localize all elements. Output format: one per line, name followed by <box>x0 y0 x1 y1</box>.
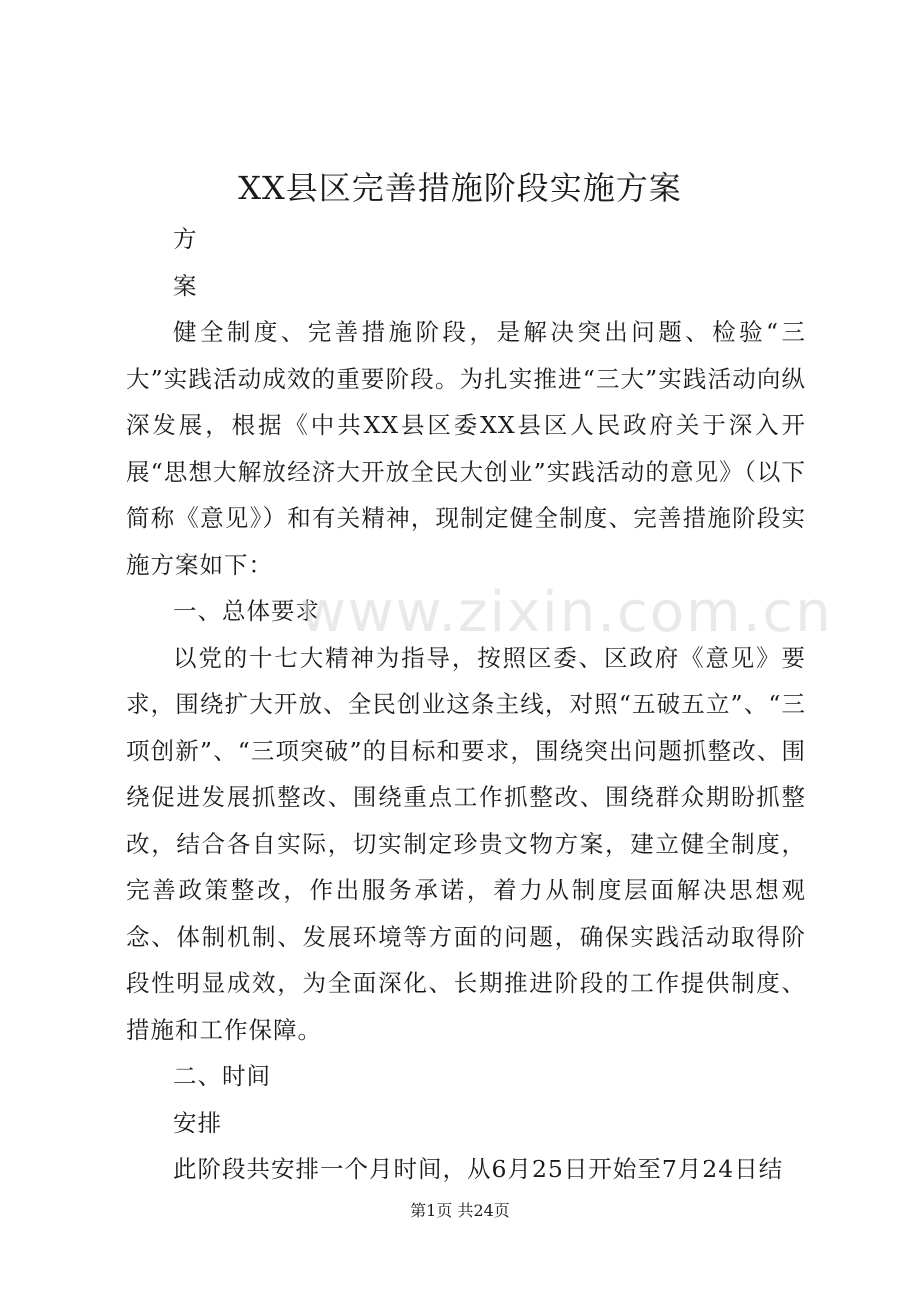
document-body <box>126 216 806 1193</box>
paragraph-general-requirements: 以党的十七大精神为指导，按照区委、区政府《意见》要求，围绕扩大开放、全民创业这条主线，对照“五破五立”、“三项创新”、“三项突破”的目标和要求，围绕突出问题抓整改、围绕促进发展抓整改、围绕重点工作抓整改、围绕群众期盼抓整改，结合各自实际，切实制定珍贵文物方案，建立健全制度，完善政策整改，作出服务承诺，着力从制度层面解决思想观念、体制机制、发展环境等方面的问题，确保实践活动取得阶段性明显成效，为全面深化、长期推进阶段的工作提供制度、措施和工作保障。 <box>126 643 806 1044</box>
paragraph-intro: 健全制度、完善措施阶段，是解决突出问题、检验“三大”实践活动成效的重要阶段。为扎实推进“三大”实践活动向纵深发展，根据《中共XX县区委XX县区人民政府关于深入开展“思想大解放经济大开放全民大创业”实践活动的意见》（以下简称《意见》）和有关精神，现制定健全制度、完善措施阶段实施方案如下： <box>126 318 806 579</box>
document-title: XX县区完善措施阶段实施方案 <box>238 169 682 207</box>
watermark: www.zixin.com.cn <box>300 580 833 645</box>
paragraph-heading-fang: 方 <box>173 225 198 253</box>
paragraph-schedule: 此阶段共安排一个月时间，从6月25日开始至7月24日结 <box>173 1155 784 1183</box>
page-footer: 第1页 共24页 <box>410 1201 510 1220</box>
section-heading-time: 二、时间 <box>173 1062 271 1090</box>
paragraph-heading-an: 案 <box>173 271 198 300</box>
section-heading-general-requirements: 一、总体要求 <box>173 597 320 625</box>
section-heading-arrangement: 安排 <box>173 1108 222 1137</box>
